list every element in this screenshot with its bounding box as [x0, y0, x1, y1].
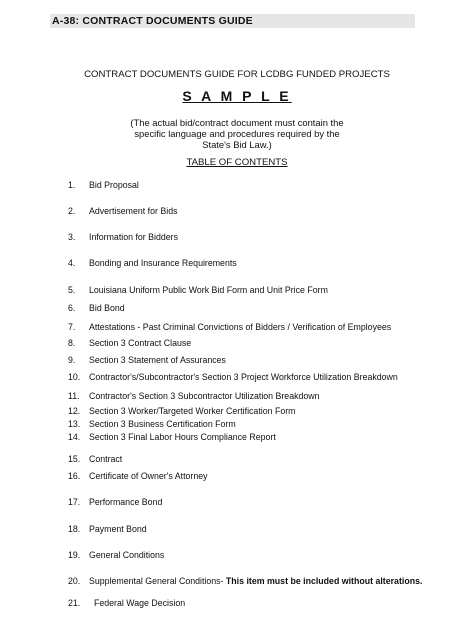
toc-item-text: Attestations - Past Criminal Convictions of Bidders / Verification of Employees: [89, 322, 392, 332]
toc-item: [68, 232, 178, 243]
toc-item-text: Section 3 Contract Clause: [89, 338, 192, 348]
toc-item-number: 15.: [68, 454, 81, 464]
toc-item: [68, 285, 328, 296]
toc-item-number: 14.: [68, 432, 81, 442]
toc-item-number: 1.: [68, 180, 76, 190]
toc-item-text: Contract: [89, 454, 123, 464]
toc-item-text: Bid Proposal: [89, 180, 139, 190]
toc-item-number: 21.: [68, 598, 81, 608]
toc-item-text: Section 3 Statement of Assurances: [89, 355, 226, 365]
toc-item-number: 20.: [68, 576, 81, 586]
toc-item: [68, 598, 185, 609]
toc-item: [68, 391, 320, 402]
toc-item-text: General Conditions: [89, 550, 165, 560]
toc-item-number: 16.: [68, 471, 81, 481]
toc-item: [68, 406, 295, 417]
toc-item-text: Bonding and Insurance Requirements: [89, 258, 237, 268]
toc-item-text: Advertisement for Bids: [89, 206, 178, 216]
toc-item: [68, 258, 237, 269]
toc-item-number: 5.: [68, 285, 76, 295]
toc-item-text: Information for Bidders: [89, 232, 178, 242]
toc-item: [68, 471, 208, 482]
toc-heading: TABLE OF CONTENTS: [186, 157, 288, 168]
document-title: CONTRACT DOCUMENTS GUIDE FOR LCDBG FUNDED PROJECTS: [84, 69, 390, 80]
toc-item: [68, 355, 226, 366]
note-line: specific language and procedures required by the: [134, 128, 340, 139]
note-line: (The actual bid/contract document must contain the: [130, 117, 344, 128]
toc-item-number: 13.: [68, 419, 81, 429]
sample-heading: S A M P L E: [182, 88, 292, 104]
toc-item: [68, 322, 391, 333]
toc-item-text: Performance Bond: [89, 497, 163, 507]
toc-item-text: Section 3 Worker/Targeted Worker Certification Form: [89, 406, 296, 416]
toc-item-number: 7.: [68, 322, 76, 332]
toc-item: [68, 419, 236, 430]
toc-item-text: Section 3 Final Labor Hours Compliance Report: [89, 432, 276, 442]
toc-item-number: 8.: [68, 338, 76, 348]
toc-item-text: Supplemental General Conditions-: [89, 576, 226, 586]
bid-law-note: [120, 117, 354, 150]
toc-item-emphasis: This item must be included without alterations.: [225, 576, 423, 586]
page-header: A-38: CONTRACT DOCUMENTS GUIDE: [52, 15, 253, 27]
toc-item-number: 10.: [68, 372, 81, 382]
toc-item-text: Federal Wage Decision: [94, 598, 186, 608]
toc-item: [68, 550, 164, 561]
toc-item: [68, 454, 122, 465]
toc-item-number: 19.: [68, 550, 81, 560]
toc-item-number: 17.: [68, 497, 81, 507]
toc-item-number: 4.: [68, 258, 76, 268]
toc-item: [68, 372, 398, 383]
toc-item-text: Contractor's/Subcontractor's Section 3 Project Workforce Utilization Breakdown: [89, 372, 398, 382]
toc-item-number: 18.: [68, 524, 81, 534]
toc-item: [68, 338, 191, 349]
toc-item: [68, 497, 162, 508]
toc-item-number: 2.: [68, 206, 76, 216]
toc-item-text: Payment Bond: [89, 524, 147, 534]
note-line: State's Bid Law.): [202, 139, 272, 150]
toc-item-text: Louisiana Uniform Public Work Bid Form and Unit Price Form: [89, 285, 328, 295]
toc-item: [68, 576, 422, 587]
toc-item: [68, 206, 178, 217]
toc-item-number: 6.: [68, 303, 76, 313]
toc-item: [68, 524, 147, 535]
toc-item-number: 12.: [68, 406, 81, 416]
toc-item-text: Bid Bond: [89, 303, 125, 313]
toc-item-text: Contractor's Section 3 Subcontractor Utilization Breakdown: [89, 391, 320, 401]
toc-item: [68, 432, 276, 443]
toc-item-text: Certificate of Owner's Attorney: [89, 471, 208, 481]
toc-item: [68, 303, 125, 314]
toc-item-number: 3.: [68, 232, 76, 242]
toc-item-number: 11.: [68, 391, 80, 401]
toc-item-text: Section 3 Business Certification Form: [89, 419, 236, 429]
toc-item-number: 9.: [68, 355, 76, 365]
toc-item: [68, 180, 139, 191]
